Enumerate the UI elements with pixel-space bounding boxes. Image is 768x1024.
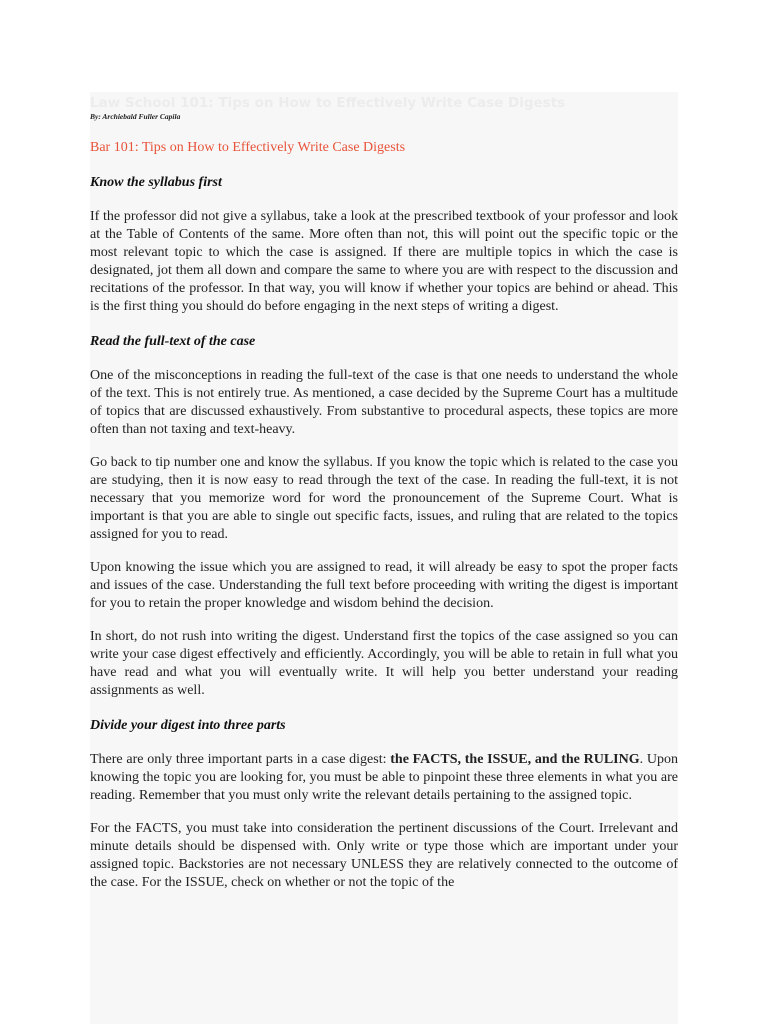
paragraph-text: There are only three important parts in a case digest: [90, 752, 391, 767]
section-heading-syllabus: Know the syllabus first [90, 175, 222, 190]
paragraph: In short, do not rush into writing the digest. Understand first the topics of the case assigned so you can write your case digest effectively and efficiently. Accordingly, you will be able to retain in full what you have read and what you will eventually write. It will help you better understand your reading assignments as well. [90, 629, 678, 698]
paragraph: Go back to tip number one and know the syllabus. If you know the topic which is related to the case you are studying, then it is now easy to read through the text of the case. In reading the full-text, it is not necessary that you memorize word for word the pronouncement of the Supreme Court. What is important is that you are able to single out specific facts, issues, and ruling that are related to the topics assigned for you to read. [90, 455, 678, 542]
paragraph-text: . Upon knowing the topic you are looking for, you must be able to pinpoint these three elements in what you are reading. Remember that you must only write the relevant details pertaining to the assigned topic. [90, 752, 678, 803]
paragraph [90, 751, 678, 805]
paragraph: One of the misconceptions in reading the full-text of the case is that one needs to understand the whole of the text. This is not entirely true. As mentioned, a case decided by the Supreme Court has a multitude of topics that are discussed exhaustively. From substantive to procedural aspects, these topics are more often than not taxing and text-heavy. [90, 368, 678, 437]
author-byline: By: Archiebald Fuller Capila [90, 112, 181, 121]
document-subtitle: Bar 101: Tips on How to Effectively Write Case Digests [90, 140, 406, 155]
section-heading-three-parts: Divide your digest into three parts [90, 718, 286, 733]
emphasized-text: the FACTS, the ISSUE, and the RULING [390, 752, 640, 767]
section-heading-full-text: Read the full-text of the case [90, 334, 256, 349]
paragraph: For the FACTS, you must take into consideration the pertinent discussions of the Court. Irrelevant and minute details should be dispensed with. Only write or type those which are important under your assigned topic. Backstories are not necessary UNLESS they are relatively connected to the outcome of the case. For the ISSUE, check on whether or not the topic of the [90, 821, 678, 890]
paragraph: Upon knowing the issue which you are assigned to read, it will already be easy to spot the proper facts and issues of the case. Understanding the full text before proceeding with writing the digest is important for you to retain the proper knowledge and wisdom behind the decision. [90, 560, 678, 611]
paragraph: If the professor did not give a syllabus, take a look at the prescribed textbook of your professor and look at the Table of Contents of the same. More often than not, this will point out the specific topic or the most relevant topic to which the case is assigned. If there are multiple topics in which the case is designated, jot them all down and compare the same to where you are with respect to the discussion and recitations of the professor. In that way, you will know if whether your topics are behind or ahead. This is the first thing you should do before engaging in the next steps of writing a digest. [90, 209, 678, 314]
document-page [90, 92, 678, 1024]
document-title: Law School 101: Tips on How to Effectively Write Case Digests [90, 95, 566, 111]
